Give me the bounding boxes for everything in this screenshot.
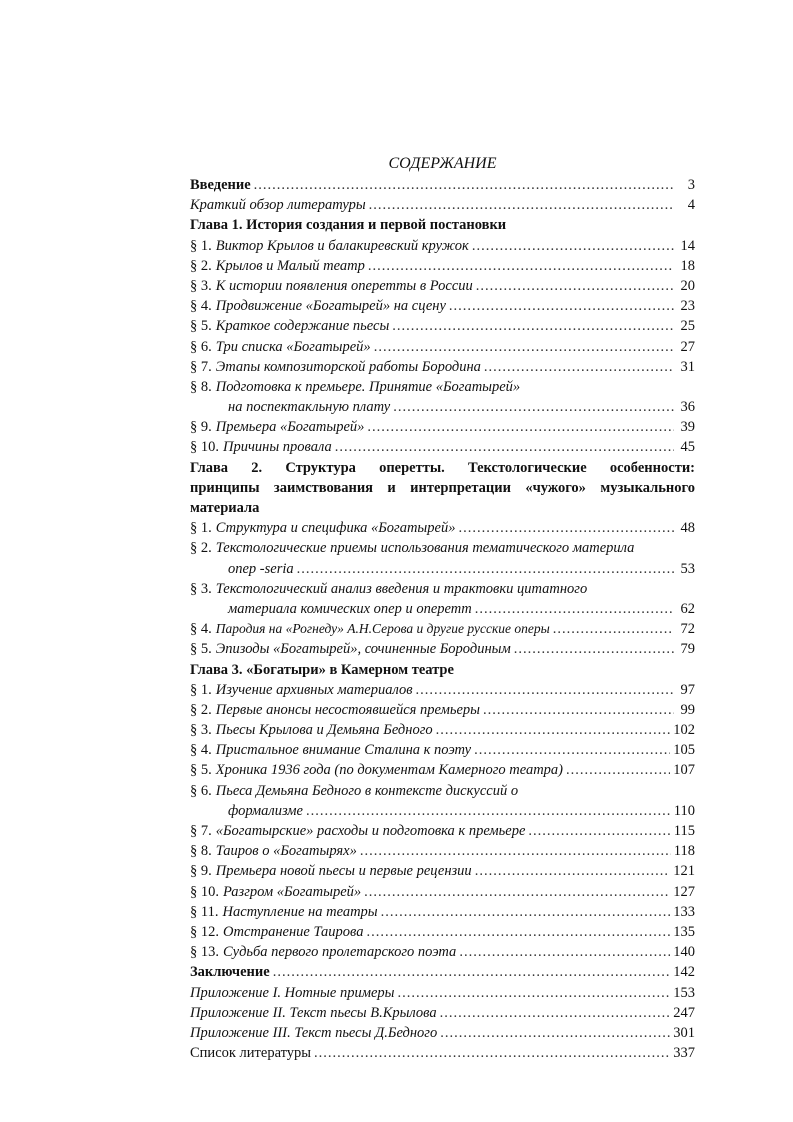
section-number: § 13. — [190, 944, 219, 961]
entry-page: 142 — [673, 964, 695, 981]
leader-dots — [273, 962, 671, 982]
chapter-1-sections — [190, 236, 695, 377]
toc-entry — [190, 518, 695, 538]
toc-entry — [190, 357, 695, 377]
toc-entry — [190, 922, 695, 942]
section-title: Хроника 1936 года (по документам Камерного театра) — [215, 762, 564, 779]
leader-dots — [514, 639, 674, 659]
entry-page: 99 — [680, 701, 695, 718]
section-title: Судьба первого пролетарского поэта — [223, 944, 457, 961]
entry-label: Список литературы — [190, 1045, 312, 1062]
section-number: § 4. — [190, 621, 212, 638]
toc-entry — [190, 861, 695, 881]
section-title: Изучение архивных материалов — [215, 681, 413, 698]
leader-dots — [393, 397, 674, 417]
leader-dots — [484, 357, 674, 377]
section-number: § 5. — [190, 318, 212, 335]
entry-page: 27 — [680, 338, 695, 355]
section-number: § 8. — [190, 843, 212, 860]
section-number: § 6. — [190, 782, 212, 799]
section-number: § 7. — [190, 358, 212, 375]
entry-page: 4 — [687, 197, 695, 214]
entry-page: 53 — [680, 560, 695, 577]
entry-page: 301 — [673, 1024, 695, 1041]
toc-entry — [190, 821, 695, 841]
section-title: К истории появления оперетты в России — [215, 277, 473, 294]
leader-dots — [366, 922, 670, 942]
toc-entry-conclusion — [190, 962, 695, 982]
chapter-3-sections — [190, 680, 695, 781]
leader-dots — [392, 316, 674, 336]
section-title: Текстологические приемы использования тематического материла — [215, 540, 635, 557]
leader-dots — [475, 599, 674, 619]
chapter-3-sections-tail — [190, 821, 695, 962]
entry-page: 102 — [673, 722, 695, 739]
section-title: Эпизоды «Богатырей», сочиненные Бородиным — [215, 641, 511, 658]
leader-dots — [458, 518, 674, 538]
leader-dots — [364, 882, 670, 902]
section-title: Структура и специфика «Богатырей» — [215, 520, 456, 537]
leader-dots — [297, 559, 674, 579]
section-title: Три списка «Богатырей» — [215, 338, 371, 355]
section-title: Пьеса Демьяна Бедного в контексте дискуссий о — [215, 782, 519, 799]
entry-page: 115 — [673, 823, 695, 839]
section-title: Приложение III. Текст пьесы Д.Бедного — [190, 1024, 438, 1041]
section-title: Пьесы Крылова и Демьяна Бедного — [215, 722, 433, 739]
leader-dots — [416, 680, 674, 700]
leader-dots — [553, 619, 674, 639]
section-title-continued: формализме — [228, 802, 303, 819]
leader-dots — [440, 1003, 671, 1023]
entry-page: 135 — [673, 923, 695, 940]
appendices-list — [190, 983, 695, 1044]
chapter-2-title-line-3: материала — [190, 500, 260, 516]
leader-dots — [475, 861, 671, 881]
entry-page: 36 — [680, 399, 695, 416]
leader-dots — [335, 437, 674, 457]
toc-entry — [190, 882, 695, 902]
toc-entry — [190, 296, 695, 316]
toc-entry — [190, 579, 695, 599]
section-title: Наступление на театры — [222, 903, 378, 920]
leader-dots — [306, 801, 671, 821]
toc-entry — [190, 256, 695, 276]
section-title: Приложение I. Нотные примеры — [190, 984, 395, 1001]
leader-dots — [566, 760, 670, 780]
entry-page: 72 — [680, 621, 695, 638]
chapter-2-title-line-2: принципы заимствования и интерпретации «чужого» музыкального — [190, 479, 695, 496]
entry-page: 110 — [673, 802, 695, 819]
toc-entry — [190, 417, 695, 437]
entry-page: 62 — [680, 600, 695, 617]
entry-label: Введение — [190, 177, 251, 193]
toc-entry — [190, 276, 695, 296]
section-number: § 1. — [190, 520, 212, 537]
toc-entry — [190, 538, 695, 558]
leader-dots — [449, 296, 674, 316]
section-title: Продвижение «Богатырей» на сцену — [215, 298, 446, 315]
section-number: § 10. — [190, 439, 219, 456]
toc-entry — [190, 720, 695, 740]
section-title: Премьера новой пьесы и первые рецензии — [215, 863, 472, 880]
toc-entry — [190, 983, 695, 1003]
toc-entry-continued — [190, 599, 695, 619]
entry-page: 14 — [680, 237, 695, 254]
leader-dots — [381, 902, 671, 922]
entry-page: 45 — [680, 439, 695, 456]
leader-dots — [440, 1023, 670, 1043]
toc-entry — [190, 1003, 695, 1023]
section-title: Разгром «Богатырей» — [223, 883, 362, 900]
entry-page: 121 — [673, 863, 695, 880]
entry-page: 48 — [680, 520, 695, 537]
leader-dots — [368, 256, 674, 276]
toc-entry — [190, 942, 695, 962]
toc-entry — [190, 781, 695, 801]
section-number: § 3. — [190, 580, 212, 597]
chapter-2-title-line-1: Глава 2. Структура оперетты. Текстологические особенности: — [190, 459, 695, 476]
section-title: Текстологический анализ введения и трактовки цитатного — [215, 580, 588, 597]
entry-page: 3 — [687, 177, 695, 193]
entry-label: Заключение — [190, 964, 270, 981]
section-number: § 4. — [190, 298, 212, 315]
section-title: Крылов и Малый театр — [215, 257, 365, 274]
section-number: § 10. — [190, 883, 219, 900]
chapter-1-sections-tail — [190, 417, 695, 457]
entry-page: 25 — [680, 318, 695, 335]
toc-entry — [190, 902, 695, 922]
chapter-1-title: Глава 1. История создания и первой постановки — [190, 217, 507, 234]
entry-page: 247 — [673, 1004, 695, 1021]
entry-page: 20 — [680, 277, 695, 294]
section-title: Первые анонсы несостоявшейся премьеры — [215, 701, 480, 718]
entry-page: 105 — [673, 742, 695, 759]
toc-entry-review — [190, 195, 695, 215]
leader-dots — [374, 337, 674, 357]
toc-entry — [190, 337, 695, 357]
section-title: Отстранение Таирова — [223, 923, 364, 940]
leader-dots — [474, 740, 670, 760]
section-number: § 1. — [190, 681, 212, 698]
section-title-continued: на поспектакльную плату — [228, 399, 391, 416]
section-number: § 5. — [190, 641, 212, 658]
toc-entry — [190, 236, 695, 256]
section-number: § 7. — [190, 823, 212, 839]
entry-page: 79 — [680, 641, 695, 658]
toc-entry — [190, 740, 695, 760]
section-number: § 3. — [190, 277, 212, 294]
section-title: Подготовка к премьере. Принятие «Богатырей» — [215, 378, 521, 395]
toc-entry-continued — [190, 559, 695, 579]
toc-heading: СОДЕРЖАНИЕ — [388, 155, 497, 172]
entry-page: 31 — [680, 358, 695, 375]
section-number: § 1. — [190, 237, 212, 254]
section-number: § 2. — [190, 257, 212, 274]
section-number: § 11. — [190, 903, 219, 920]
section-title-continued: опер -seria — [228, 560, 294, 577]
entry-page: 23 — [680, 298, 695, 315]
leader-dots — [254, 175, 674, 195]
section-number: § 5. — [190, 762, 212, 779]
chapter-3-title: Глава 3. «Богатыри» в Камерном театре — [190, 661, 454, 678]
leader-dots — [367, 417, 674, 437]
section-number: § 8. — [190, 378, 212, 395]
leader-dots — [397, 983, 670, 1003]
toc-entry — [190, 377, 695, 397]
entry-page: 133 — [673, 903, 695, 920]
section-number: § 3. — [190, 722, 212, 739]
entry-page: 118 — [673, 843, 695, 860]
section-title: Приложение II. Текст пьесы В.Крылова — [190, 1004, 437, 1021]
entry-page: 18 — [680, 257, 695, 274]
section-title: Причины провала — [223, 439, 332, 456]
entry-label: Краткий обзор литературы — [190, 197, 366, 214]
section-number: § 9. — [190, 419, 212, 436]
leader-dots — [436, 720, 671, 740]
entry-page: 39 — [680, 419, 695, 436]
section-title: Этапы композиторской работы Бородина — [215, 358, 481, 375]
toc-entry — [190, 841, 695, 861]
entry-page: 97 — [680, 681, 695, 698]
entry-page: 337 — [673, 1045, 695, 1062]
section-title: Премьера «Богатырей» — [215, 419, 365, 436]
section-title: Виктор Крылов и балакиревский кружок — [215, 237, 469, 254]
leader-dots — [476, 276, 674, 296]
section-number: § 12. — [190, 923, 219, 940]
toc-entry — [190, 639, 695, 659]
section-number: § 9. — [190, 863, 212, 880]
section-number: § 2. — [190, 540, 212, 557]
section-title: Таиров о «Богатырях» — [215, 843, 357, 860]
toc-entry-continued — [190, 801, 695, 821]
section-title-continued: материала комических опер и оперетт — [228, 600, 472, 617]
toc-entry — [190, 619, 695, 639]
section-title: Пристальное внимание Сталина к поэту — [215, 742, 472, 759]
section-title: Краткое содержание пьесы — [215, 318, 390, 335]
toc-entry — [190, 316, 695, 336]
entry-page: 140 — [673, 944, 695, 961]
toc-entry-continued — [190, 397, 695, 417]
leader-dots — [314, 1043, 670, 1063]
toc-entry — [190, 760, 695, 780]
section-title: Пародия на «Рогнеду» А.Н.Серова и другие русские оперы — [215, 621, 550, 637]
entry-page: 127 — [673, 883, 695, 900]
section-number: § 6. — [190, 338, 212, 355]
section-number: § 2. — [190, 701, 212, 718]
section-number: § 4. — [190, 742, 212, 759]
entry-page: 107 — [673, 762, 695, 779]
leader-dots — [360, 841, 671, 861]
toc-entry-bibliography — [190, 1043, 695, 1063]
leader-dots — [483, 700, 674, 720]
leader-dots — [528, 821, 670, 841]
toc-entry — [190, 437, 695, 457]
toc-entry-intro — [190, 175, 695, 195]
table-of-contents — [190, 153, 695, 1063]
leader-dots — [472, 236, 674, 256]
section-title: «Богатырские» расходы и подготовка к премьере — [215, 823, 526, 839]
toc-entry — [190, 700, 695, 720]
leader-dots — [369, 195, 674, 215]
entry-page: 153 — [673, 984, 695, 1001]
leader-dots — [459, 942, 670, 962]
toc-entry — [190, 680, 695, 700]
toc-entry — [190, 1023, 695, 1043]
